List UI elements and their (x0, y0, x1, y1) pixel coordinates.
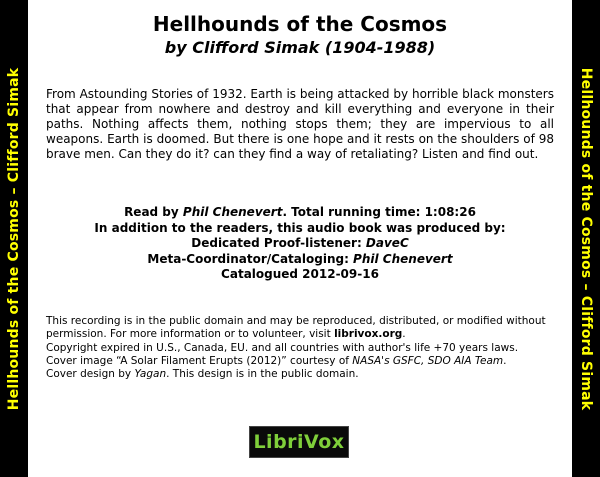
main-content (46, 0, 554, 477)
librivox-logo-text: LibriVox (253, 431, 345, 453)
image-credit: NASA's GSFC, SDO AIA Team (352, 354, 504, 367)
produced-by-line: In addition to the readers, this audio book was produced by: (94, 220, 506, 235)
meta-coordinator-line (46, 252, 554, 268)
meta-coordinator-label: Meta-Coordinator/Cataloging: (147, 251, 354, 266)
proof-listener-label: Dedicated Proof-listener: (191, 236, 366, 250)
proof-listener-name: DaveC (365, 236, 409, 250)
public-domain-line (46, 315, 554, 342)
book-title: Hellhounds of the Cosmos (152, 12, 448, 36)
public-domain-text: This recording is in the public domain and may be reproduced, distributed, or modified without permission. For more information or to volunteer, visit (46, 315, 546, 341)
copyright-line: Copyright expired in U.S., Canada, EU. and all countries with author's life +70 years laws. (46, 341, 519, 354)
read-by-label: Read by (124, 205, 183, 219)
running-time-label: . Total running time: (282, 205, 425, 219)
reader-name: Phil Chenevert (182, 205, 283, 219)
designer-name: Yagan (134, 368, 167, 381)
running-time: 1:08:26 (424, 205, 476, 219)
meta-coordinator-name: Phil Chenevert (353, 251, 453, 266)
cover-design-label: Cover design by (46, 368, 135, 381)
right-spine (572, 0, 600, 477)
cover-image-end: . (503, 354, 507, 367)
website-link[interactable]: librivox.org (334, 328, 403, 341)
cover-image-credit-line (46, 355, 554, 368)
left-spine-text: Hellhounds of the Cosmos – Clifford Simak (6, 67, 22, 410)
right-spine-text: Hellhounds of the Cosmos – Clifford Simak (578, 67, 594, 410)
public-domain-end: . (402, 328, 406, 341)
catalogued-line: Catalogued 2012-09-16 (221, 267, 379, 281)
reader-line (46, 205, 554, 221)
cover-design-line (46, 368, 554, 381)
book-author: by Clifford Simak (1904-1988) (164, 38, 436, 57)
proof-listener-line (46, 236, 554, 252)
credits-block (46, 205, 554, 283)
legal-notice (46, 315, 554, 381)
librivox-logo (249, 426, 349, 458)
book-description: From Astounding Stories of 1932. Earth is being attacked by horrible black monsters that appear from nowhere and destroy and kill everything and everyone in their paths. Nothing affects them, nothing stops them; they are impervious to all weapons. Earth is doomed. But there is one hope and it rests on the shoulders of 98 brave men. Can they do it? can they find a way of retaliating? Listen and find out. (46, 87, 554, 161)
left-spine (0, 0, 28, 477)
cover-design-end: . This design is in the public domain. (166, 368, 359, 381)
cover-image-text: Cover image “A Solar Filament Erupts (2012)” courtesy of (46, 354, 353, 367)
